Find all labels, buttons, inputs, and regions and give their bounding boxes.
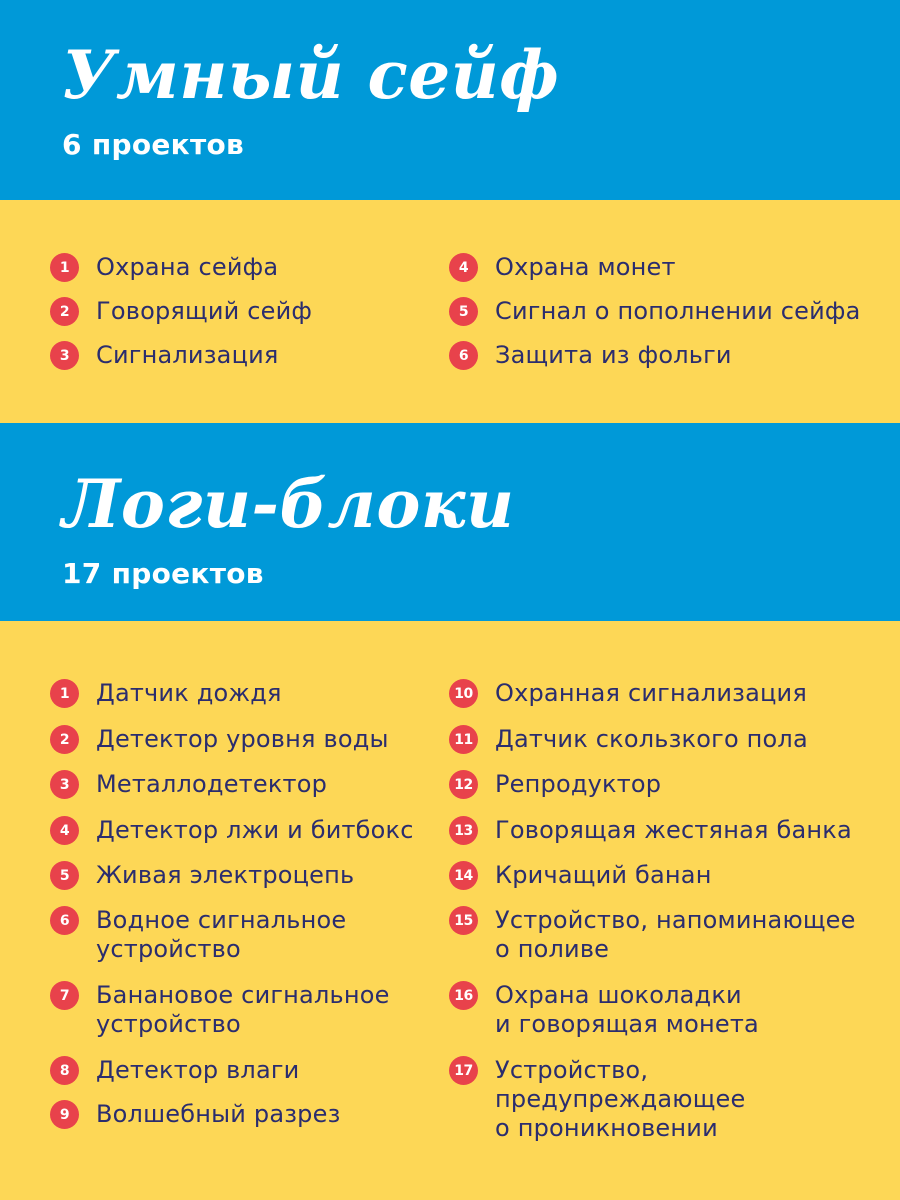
list-item <box>449 981 759 1039</box>
project-label: Кричащий банан <box>495 861 712 889</box>
list-item <box>50 679 282 708</box>
project-label: Детектор уровня воды <box>96 725 389 753</box>
project-label: Детектор влаги <box>96 1056 300 1084</box>
section-subtitle: 17 проектов <box>62 557 264 590</box>
number-badge: 6 <box>50 906 79 935</box>
section-title: Логи-блоки <box>62 465 515 543</box>
section-subtitle: 6 проектов <box>62 128 245 161</box>
project-label: Металлодетектор <box>96 770 328 798</box>
number-badge: 1 <box>50 253 79 282</box>
number-badge: 6 <box>449 341 478 370</box>
list-item <box>50 816 414 845</box>
list-item <box>449 297 861 326</box>
project-label: Водное сигнальное устройство <box>96 906 347 963</box>
list-item <box>50 906 346 964</box>
number-badge: 2 <box>50 725 79 754</box>
list-item <box>50 770 327 799</box>
number-badge: 3 <box>50 770 79 799</box>
number-badge: 16 <box>449 981 478 1010</box>
project-label: Устройство, предупреждающее о проникновении <box>495 1056 746 1142</box>
list-item <box>449 253 676 282</box>
number-badge: 4 <box>449 253 478 282</box>
number-badge: 5 <box>449 297 478 326</box>
project-label: Датчик дождя <box>96 679 282 707</box>
project-label: Устройство, напоминающее о поливе <box>495 906 856 963</box>
list-item <box>50 861 354 890</box>
number-badge: 13 <box>449 816 478 845</box>
section-title: Умный сейф <box>62 36 560 114</box>
list-item <box>449 906 856 964</box>
list-item <box>50 981 390 1039</box>
list-item <box>50 1056 299 1085</box>
project-label: Говорящий сейф <box>96 297 313 325</box>
project-label: Волшебный разрез <box>96 1100 341 1128</box>
number-badge: 5 <box>50 861 79 890</box>
list-item <box>449 816 852 845</box>
number-badge: 4 <box>50 816 79 845</box>
project-label: Говорящая жестяная банка <box>495 816 852 844</box>
number-badge: 17 <box>449 1056 478 1085</box>
project-label: Защита из фольги <box>495 341 732 369</box>
project-label: Датчик скользкого пола <box>495 725 808 753</box>
project-label: Сигнализация <box>96 341 279 369</box>
list-item <box>50 1100 341 1129</box>
list-item <box>50 297 312 326</box>
list-item <box>449 679 807 708</box>
number-badge: 10 <box>449 679 478 708</box>
number-badge: 1 <box>50 679 79 708</box>
number-badge: 12 <box>449 770 478 799</box>
project-label: Сигнал о пополнении сейфа <box>495 297 861 325</box>
list-item <box>449 861 712 890</box>
project-label: Охрана сейфа <box>96 253 279 281</box>
list-item <box>50 253 278 282</box>
number-badge: 9 <box>50 1100 79 1129</box>
number-badge: 11 <box>449 725 478 754</box>
section-header-smart-safe <box>0 0 900 200</box>
list-item <box>449 1056 745 1143</box>
project-label: Охрана шоколадки и говорящая монета <box>495 981 759 1038</box>
number-badge: 15 <box>449 906 478 935</box>
project-label: Охрана монет <box>495 253 676 281</box>
number-badge: 2 <box>50 297 79 326</box>
list-item <box>449 725 808 754</box>
project-label: Репродуктор <box>495 770 662 798</box>
number-badge: 14 <box>449 861 478 890</box>
list-item <box>449 770 661 799</box>
number-badge: 8 <box>50 1056 79 1085</box>
project-label: Охранная сигнализация <box>495 679 807 707</box>
project-label: Банановое сигнальное устройство <box>96 981 390 1038</box>
project-label: Детектор лжи и битбокс <box>96 816 414 844</box>
section-header-logic-blocks <box>0 423 900 621</box>
project-label: Живая электроцепь <box>96 861 355 889</box>
number-badge: 7 <box>50 981 79 1010</box>
list-item <box>449 341 732 370</box>
list-item <box>50 725 389 754</box>
list-item <box>50 341 279 370</box>
number-badge: 3 <box>50 341 79 370</box>
